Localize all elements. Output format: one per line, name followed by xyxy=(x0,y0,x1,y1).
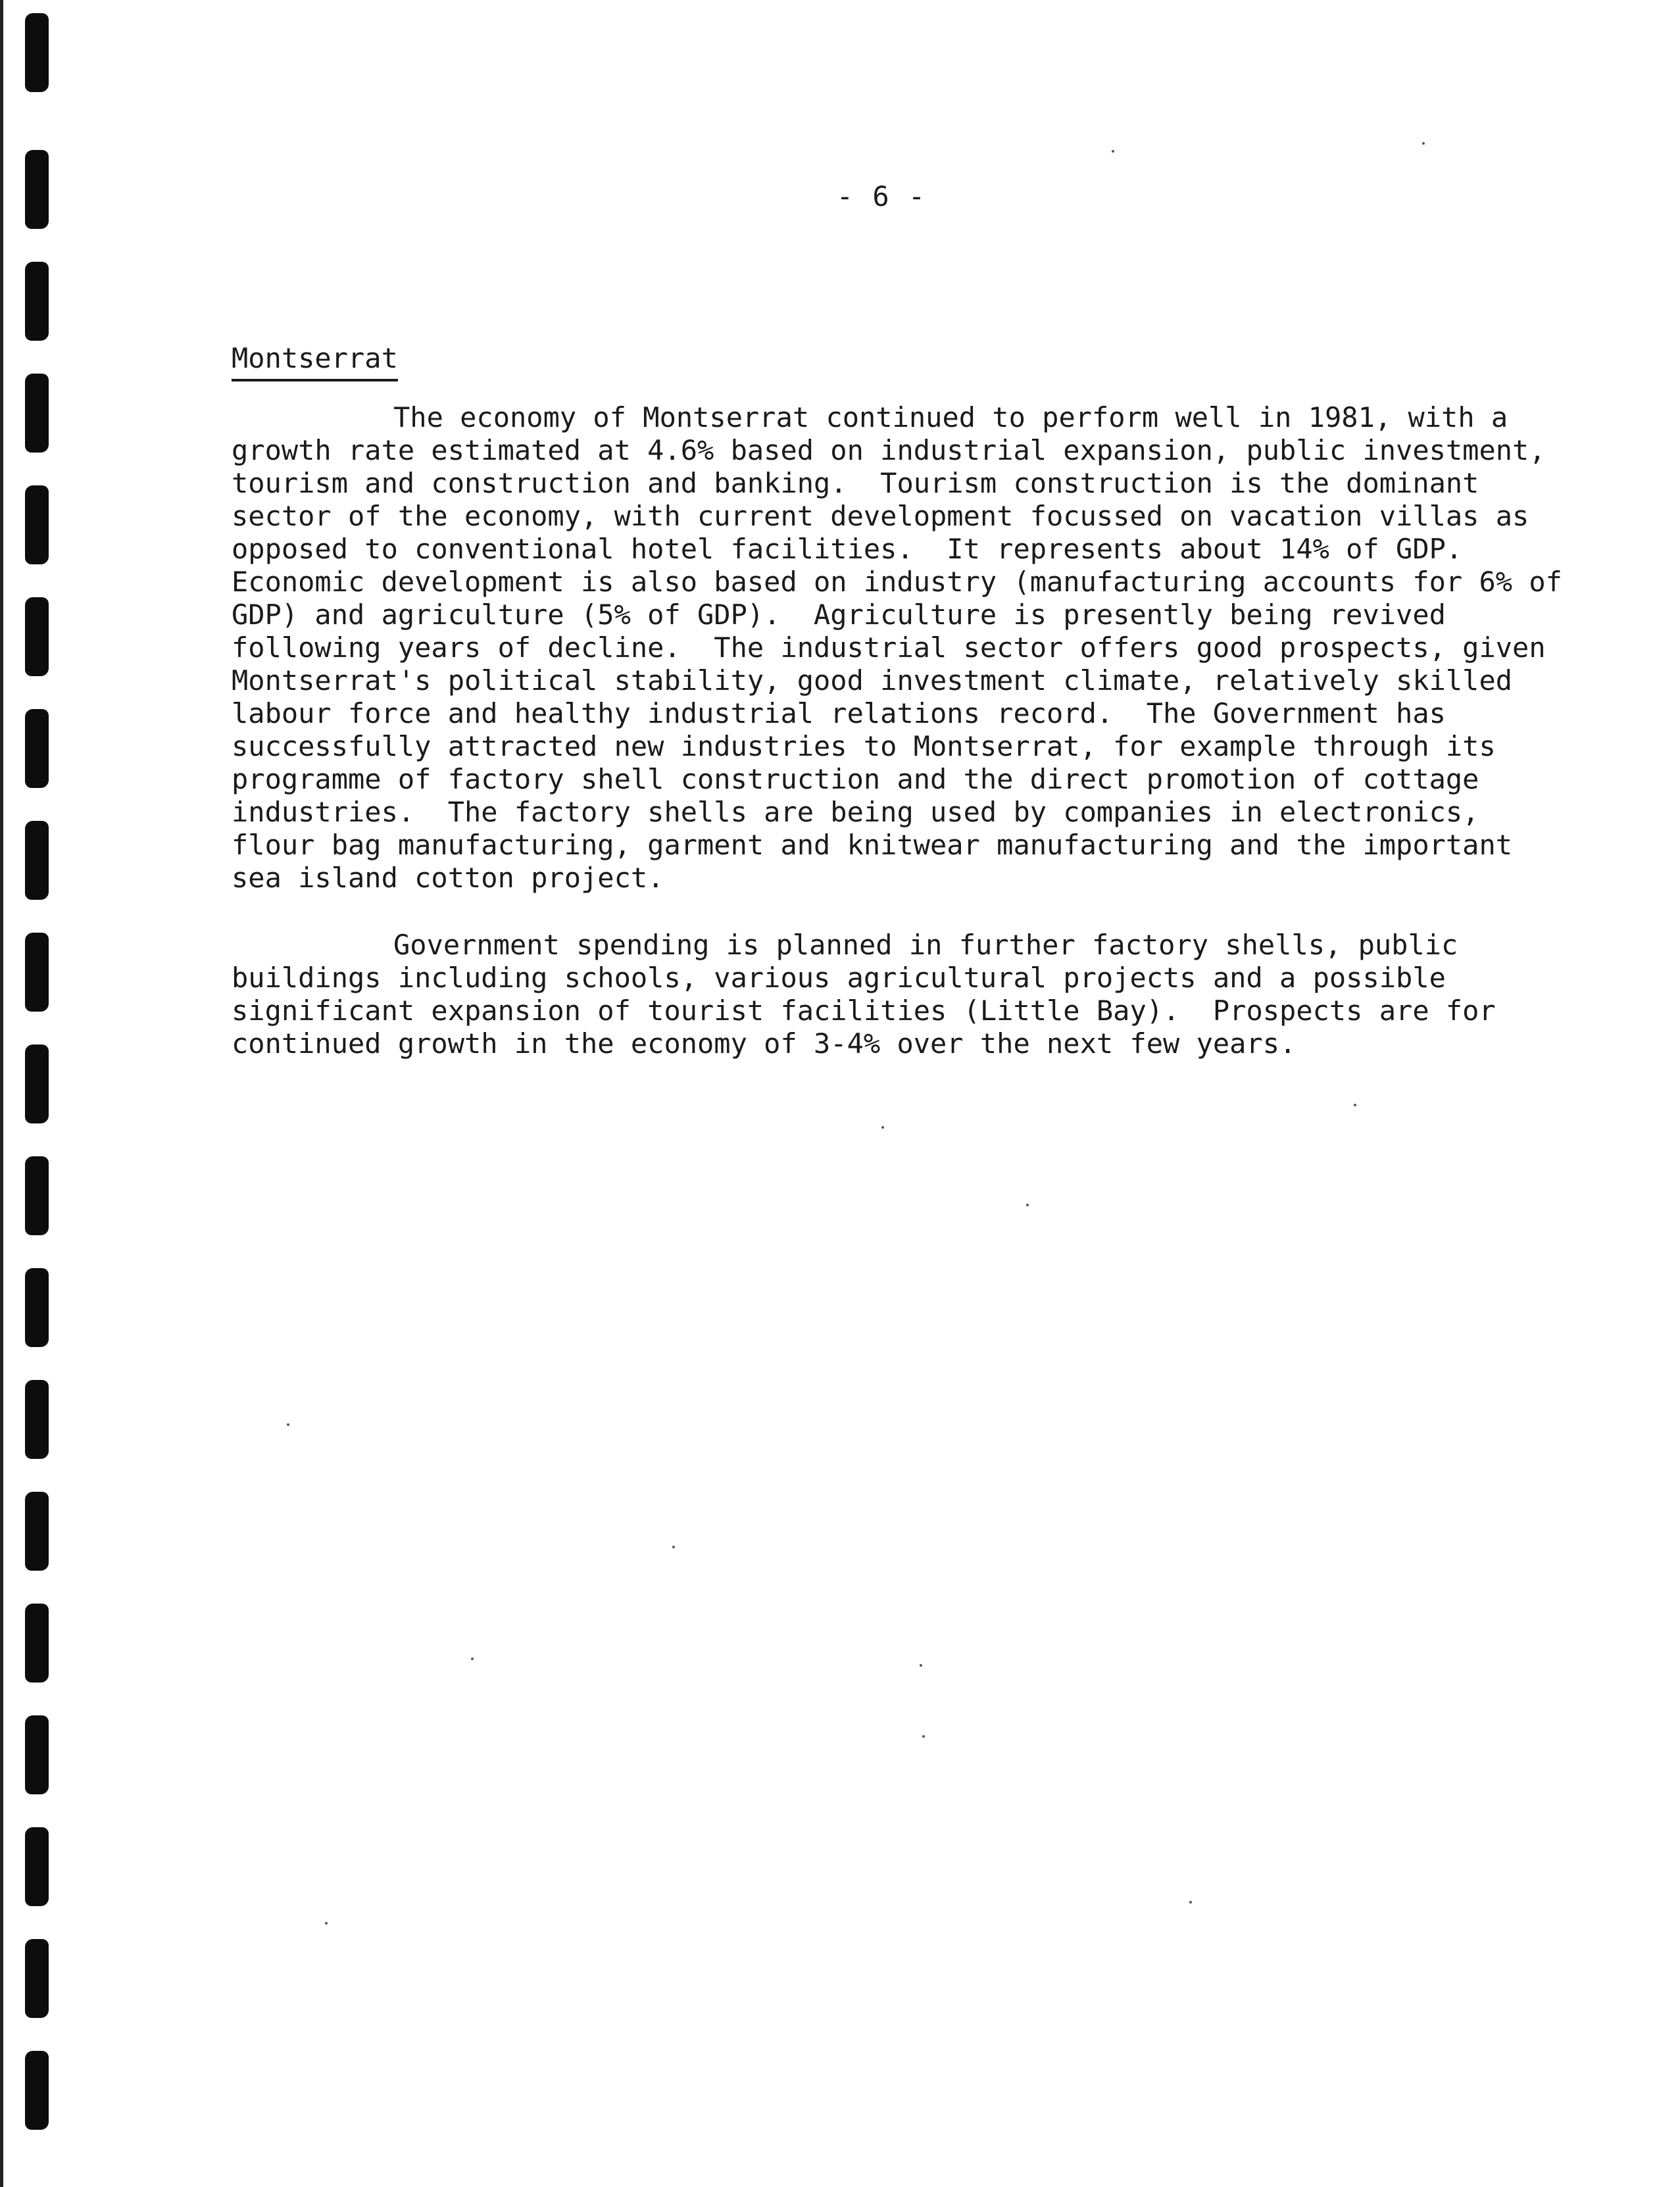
binding-hole xyxy=(25,709,49,788)
binding-hole xyxy=(25,13,49,92)
text-line: tourism and construction and banking. Tourism construction is the dominant xyxy=(232,467,1479,499)
text-line: Economic development is also based on industry (manufacturing accounts for 6% of xyxy=(232,566,1562,598)
binding-hole xyxy=(25,933,49,1012)
scan-speck xyxy=(1189,1901,1192,1904)
scan-speck xyxy=(881,1126,884,1129)
paragraph-economy xyxy=(232,401,1562,895)
scan-speck xyxy=(325,1922,328,1925)
binding-hole xyxy=(25,1939,49,2018)
binding-hole xyxy=(25,1827,49,1906)
text-line: continued growth in the economy of 3-4% over the next few years. xyxy=(232,1027,1297,1060)
text-line: industries. The factory shells are being used by companies in electronics, xyxy=(232,796,1479,828)
page-number: - 6 - xyxy=(836,180,927,212)
text-line: buildings including schools, various agricultural projects and a possible xyxy=(232,962,1446,994)
binding-hole xyxy=(25,1604,49,1683)
binding-hole xyxy=(25,262,49,341)
paragraph-government-spending xyxy=(232,929,1534,1060)
binding-hole xyxy=(25,150,49,229)
scan-speck xyxy=(471,1658,474,1660)
text-line: Montserrat's political stability, good investment climate, relatively skilled xyxy=(232,664,1513,697)
paragraph-spacer xyxy=(232,895,1534,929)
binding-hole xyxy=(25,1715,49,1794)
text-line: GDP) and agriculture (5% of GDP). Agriculture is presently being revived xyxy=(232,599,1446,631)
scan-speck xyxy=(1112,150,1114,153)
binding-hole xyxy=(25,1156,49,1235)
text-line: Government spending is planned in further factory shells, public xyxy=(393,929,1458,961)
scan-speck xyxy=(922,1735,925,1738)
text-line: successfully attracted new industries to Montserrat, for example through its xyxy=(232,730,1496,762)
binding-hole xyxy=(25,374,49,453)
text-line: significant expansion of tourist facilities (Little Bay). Prospects are for xyxy=(232,995,1496,1027)
text-line: sea island cotton project. xyxy=(232,862,664,894)
binding-hole xyxy=(25,2051,49,2130)
text-line: labour force and healthy industrial relations record. The Government has xyxy=(232,697,1446,729)
text-line: growth rate estimated at 4.6% based on industrial expansion, public investment, xyxy=(232,434,1546,466)
binding-hole xyxy=(25,821,49,900)
binding-hole xyxy=(25,1044,49,1123)
document-body xyxy=(232,342,1562,1060)
binding-hole xyxy=(25,597,49,676)
text-line: opposed to conventional hotel facilities. It represents about 14% of GDP. xyxy=(232,533,1463,565)
scan-speck xyxy=(1422,142,1425,145)
scan-speck xyxy=(672,1546,675,1548)
binding-hole xyxy=(25,485,49,564)
text-line: programme of factory shell construction and the direct promotion of cottage xyxy=(232,763,1479,795)
scan-speck xyxy=(1354,1104,1356,1106)
text-line: sector of the economy, with current development focussed on vacation villas as xyxy=(232,500,1529,532)
binding-holes xyxy=(0,0,72,2187)
scan-speck xyxy=(287,1423,289,1426)
section-heading: Montserrat xyxy=(232,342,398,381)
text-line: following years of decline. The industrial sector offers good prospects, given xyxy=(232,631,1546,664)
scan-speck xyxy=(1026,1204,1029,1206)
binding-hole xyxy=(25,1492,49,1571)
binding-hole xyxy=(25,1268,49,1347)
binding-hole xyxy=(25,1380,49,1459)
scan-speck xyxy=(920,1664,922,1667)
text-line: flour bag manufacturing, garment and knitwear manufacturing and the important xyxy=(232,829,1513,861)
text-line: The economy of Montserrat continued to perform well in 1981, with a xyxy=(393,401,1508,433)
